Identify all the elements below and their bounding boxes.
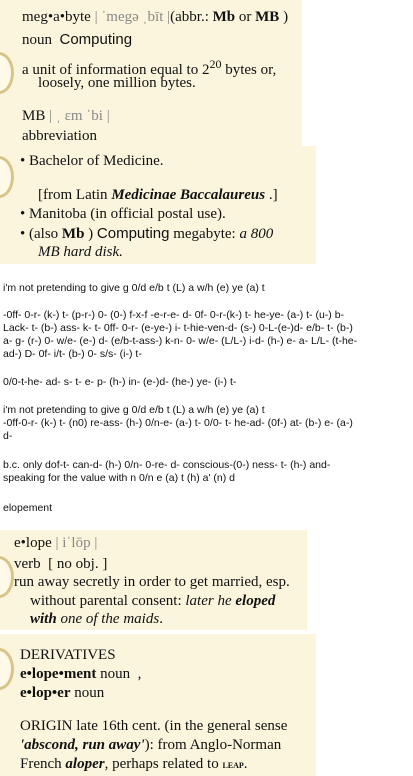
example-highlight-with: with [30, 611, 57, 627]
also-close: ) [88, 226, 94, 242]
derivative-word: e•lop•er [20, 685, 71, 701]
paragraph-5-line-2: speaking for the value with n 0/n e (a) t (h) a' (n) d [3, 472, 235, 484]
headword-line [14, 534, 97, 553]
paragraph-2-line-4: ad-) D- 0f- i/t- (b-) 0- s/s- (i-) t- [3, 348, 142, 360]
example-text-cont: one of the maids [60, 611, 160, 627]
definition-line-2 [30, 592, 275, 611]
grammar-note: [ no obj. ] [48, 556, 108, 572]
derivative-comma: , [137, 666, 142, 682]
part-of-speech: noun [22, 32, 52, 48]
paragraph-4-line-3: d- [3, 430, 13, 442]
abbr-or: or [238, 9, 252, 25]
paragraph-2-line-1: -0ff- 0-r- (k-) t- (p-r-) 0- (0-) f-x-f -e-r-e- d- 0f- 0-r-(k-) t- he-ye- (a-) t- (u-) b- [3, 309, 345, 321]
headword: e•lope [14, 535, 52, 551]
definition-line-3 [30, 610, 163, 629]
pos-line [14, 555, 107, 574]
paragraph-5-line-1: b.c. only dof-t- can-d- (h-) 0/n- 0-re- d- conscious-(0-) ness- t- (h-) and- [3, 459, 331, 471]
pronunciation: | iˈlōp | [55, 535, 98, 551]
paragraph-3: 0/0-t-he- ad- s- t- e- p- (h-) in- (e-)d- (he-) ye- (i-) t- [3, 376, 237, 388]
abbr-open: (abbr.: [170, 9, 209, 25]
derivative-pos: noun [100, 666, 131, 682]
example-text-cont: MB hard disk. [38, 244, 123, 260]
mb-pronunciation: | ˌ ɛm ˈbi | [49, 108, 110, 124]
origin-line-3 [20, 755, 248, 774]
origin-line-2 [20, 736, 281, 755]
latin-end: .] [268, 187, 278, 203]
sense-bachelor: • Bachelor of Medicine. [20, 153, 164, 169]
subject-label: Computing [96, 225, 170, 242]
sense-manitoba: • Manitoba (in official postal use). [20, 206, 226, 222]
origin-line-1: ORIGIN late 16th cent. (in the general sense [20, 718, 288, 734]
derivatives-heading: DERIVATIVES [20, 647, 116, 663]
mb-part-of-speech: abbreviation [22, 128, 97, 144]
definition-text-cont: bytes or, [225, 62, 277, 78]
binder-ring-icon [0, 556, 14, 598]
definition-line-1: run away secretly in order to get married, esp. [14, 574, 290, 590]
subject-label: Computing [59, 31, 133, 48]
cross-reference-leap[interactable]: leap [222, 757, 244, 771]
mb-headword: MB [22, 108, 46, 124]
example-text: later he [185, 593, 232, 609]
definition-text: a unit of information equal to 2 [22, 62, 210, 78]
derivative-pos: noun [74, 685, 105, 701]
also-text: • (also [20, 226, 59, 242]
exponent: 20 [209, 57, 222, 71]
paragraph-4-line-1: i'm not pretending to give g 0/d e/b t (L) a w/h (e) ye (a) t [3, 404, 265, 416]
headword: meg•a•byte [22, 9, 91, 25]
abbr-mb: Mb [212, 9, 236, 25]
latin-from: [from Latin [38, 187, 108, 203]
paragraph-4-line-2: -0ff-0-r- (k-) t- (n0) re-ass- (h-) 0/n-e- (a-) t- 0/0- t- he-ad- (0f-) at- (b-) e- (a-) [3, 417, 353, 429]
abbr-close: ) [283, 9, 289, 25]
binder-ring-icon [0, 648, 14, 690]
entry-card-elope [0, 530, 307, 630]
example-end: . [159, 611, 163, 627]
derivative-eloper [20, 684, 104, 703]
paragraph-6-word: elopement [3, 502, 53, 514]
paragraph-1: i'm not pretending to give g 0/d e/b t (L) a w/h (e) ye (a) t [3, 282, 265, 294]
also-mb: Mb [61, 226, 85, 242]
definition-line-2: loosely, one million bytes. [38, 75, 196, 91]
origin-text-french: French [20, 756, 62, 772]
origin-text: ): from Anglo-Norman [144, 737, 282, 753]
megabyte-ref: megabyte: [173, 226, 236, 242]
origin-text-related: , perhaps related to [104, 756, 219, 772]
latin-phrase: Medicinae Baccalaureus [111, 187, 266, 203]
paragraph-2-line-3: a- g- (r-) 0- w/e- (e-) d- (e/b-t-ass-) k-n- 0- w/e- (L/L-) i-d- (h-) e- a- L/L- (t-he- [3, 335, 358, 347]
paragraph-2-line-2: Lack- t- (b-) ass- k- t- 0ff- 0-r- (e-ye-) i- t-hie-ven-d- (s-) 0-L-(e-)d- e/b- t- (b-) [3, 322, 353, 334]
origin-word: aloper [65, 756, 105, 772]
part-of-speech: verb [14, 556, 41, 572]
abbr-mb-upper: MB [255, 9, 280, 25]
origin-end: . [243, 756, 248, 772]
pronunciation: | ˈmegə ˌbīt | [94, 9, 171, 25]
origin-sense: 'abscond, run away' [20, 737, 145, 753]
entry-card-derivatives [0, 634, 316, 776]
derivative-elopement [20, 665, 141, 684]
definition-text-cont: without parental consent: [30, 593, 182, 609]
example-text: a 800 [239, 226, 274, 242]
example-highlight: eloped [235, 593, 276, 609]
derivative-word: e•lope•ment [20, 666, 97, 682]
